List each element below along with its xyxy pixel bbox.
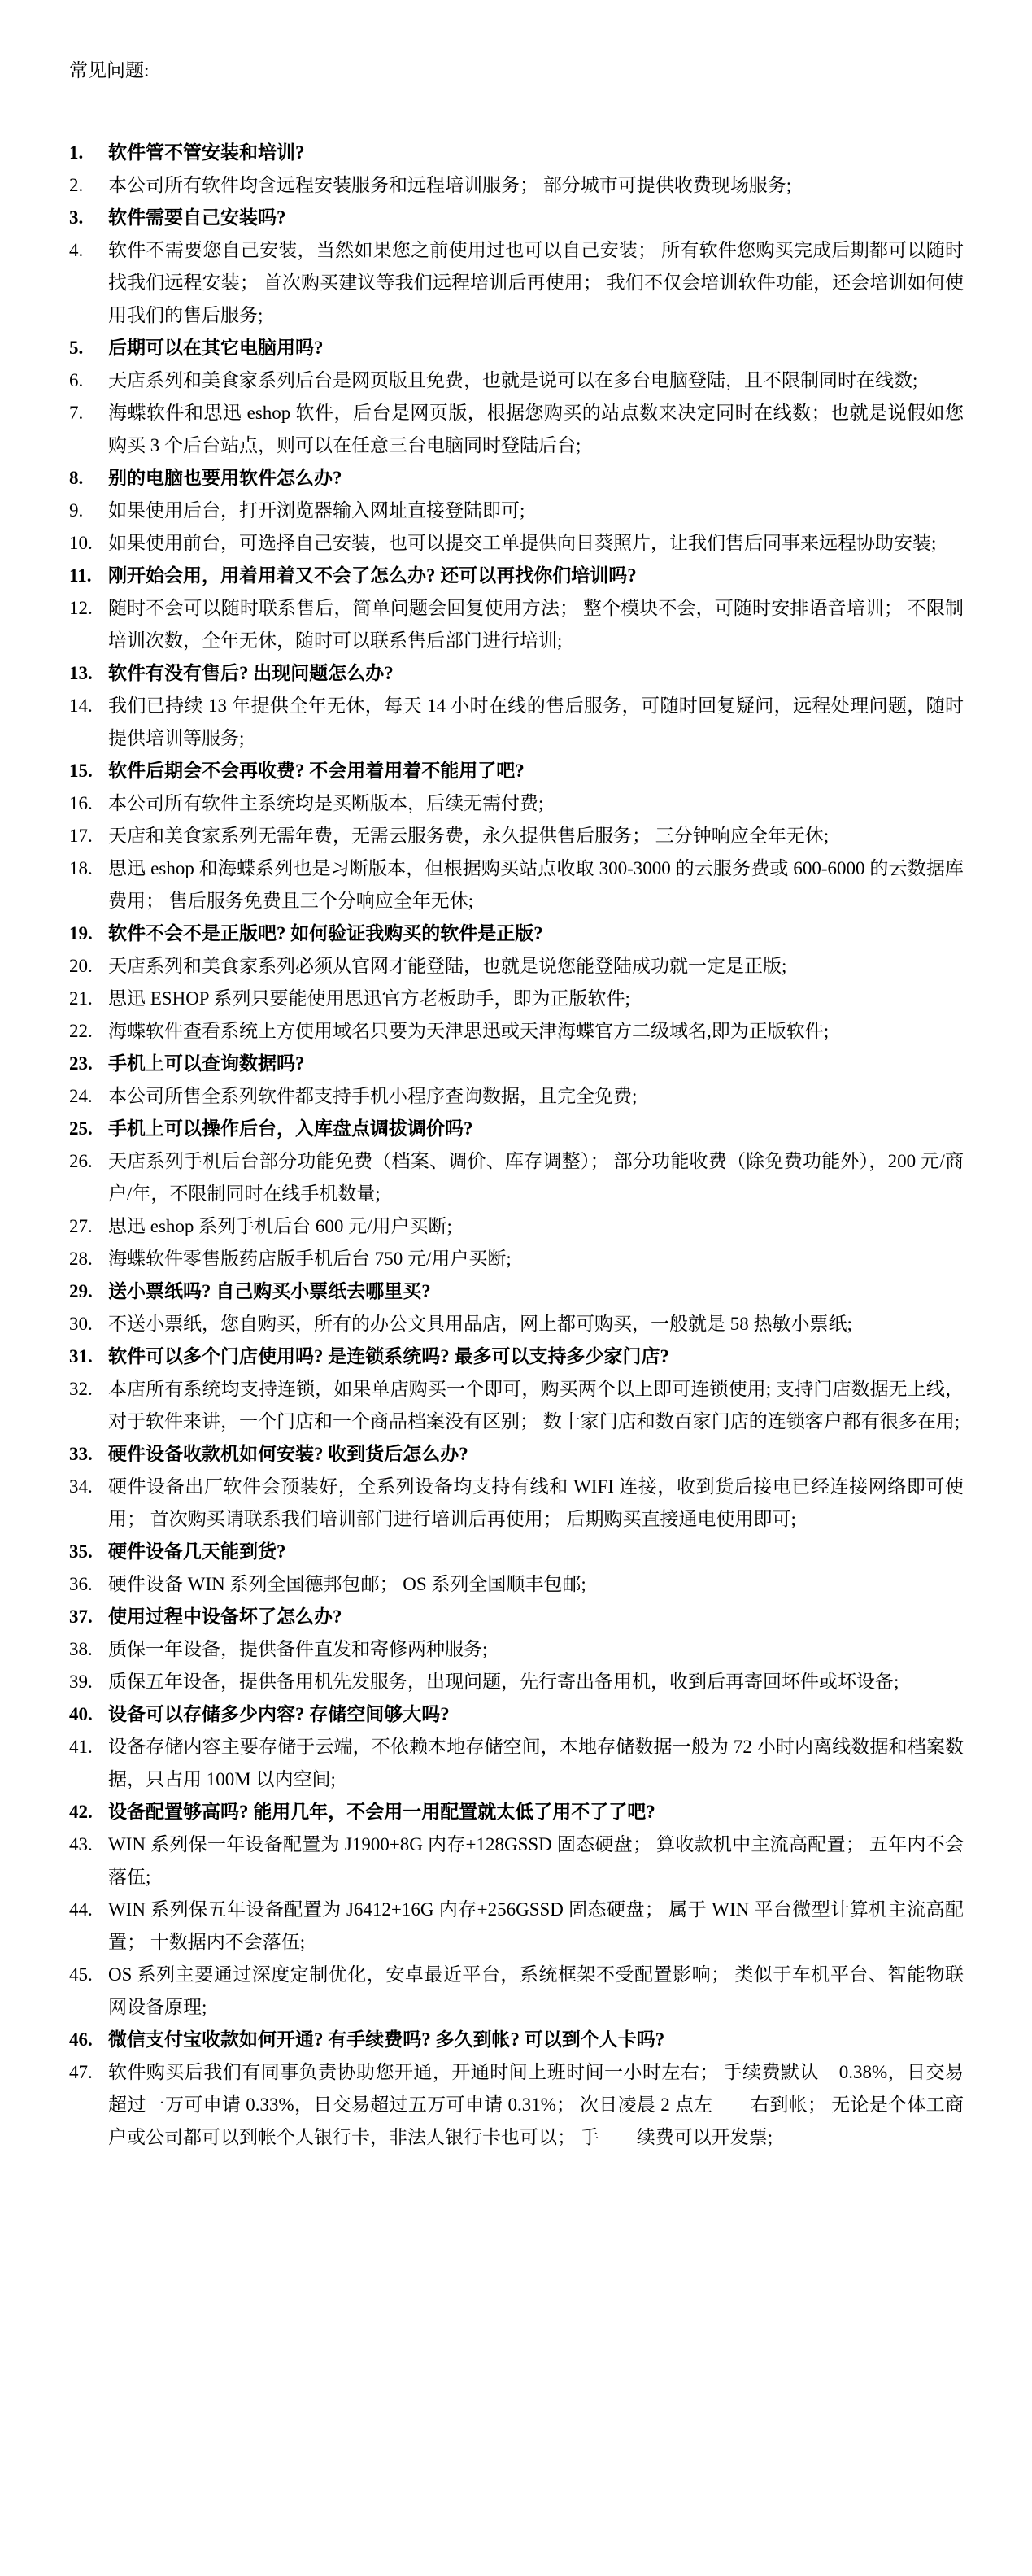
item-number: 27. — [69, 1216, 93, 1236]
item-number: 23. — [69, 1053, 93, 1074]
item-number: 41. — [69, 1737, 93, 1757]
item-number: 12. — [69, 598, 93, 618]
question-text: 软件有没有售后? 出现问题怎么办? — [108, 663, 394, 683]
item-number: 20. — [69, 956, 93, 976]
faq-answer-item — [69, 1666, 964, 1698]
faq-question-item — [69, 1340, 964, 1373]
item-number: 4. — [69, 240, 84, 260]
item-number: 19. — [69, 923, 93, 944]
answer-text: 天店系列和美食家系列后台是网页版且免费，也就是说可以在多台电脑登陆，且不限制同时在线数; — [108, 370, 918, 390]
item-number: 24. — [69, 1086, 93, 1106]
question-text: 软件需要自己安装吗? — [108, 207, 286, 228]
item-number: 44. — [69, 1899, 93, 1920]
faq-question-item — [69, 1113, 964, 1145]
item-number: 29. — [69, 1281, 93, 1301]
answer-text: 质保五年设备，提供备用机先发服务，出现问题，先行寄出备用机，收到后再寄回坏件或坏设备; — [108, 1672, 899, 1692]
answer-text: 海蝶软件零售版药店版手机后台 750 元/用户买断; — [108, 1249, 512, 1269]
item-number: 32. — [69, 1379, 93, 1399]
question-text: 硬件设备几天能到货? — [108, 1541, 286, 1562]
faq-answer-item — [69, 169, 964, 202]
faq-question-item — [69, 1048, 964, 1080]
question-text: 软件不会不是正版吧? 如何验证我购买的软件是正版? — [108, 923, 543, 944]
faq-question-item — [69, 137, 964, 169]
faq-answer-item — [69, 1731, 964, 1796]
faq-answer-item — [69, 690, 964, 755]
faq-question-item — [69, 918, 964, 950]
answer-text: 软件不需要您自己安装，当然如果您之前使用过也可以自己安装； 所有软件您购买完成后期都可以随时找我们远程安装； 首次购买建议等我们远程培训后再使用； 我们不仅会培训软件功能，还会培训如何使用我们的售后服务; — [108, 240, 964, 325]
question-text: 后期可以在其它电脑用吗? — [108, 338, 324, 358]
question-text: 刚开始会用，用着用着又不会了怎么办? 还可以再找你们培训吗? — [108, 565, 637, 586]
question-text: 设备配置够高吗? 能用几年，不会用一用配置就太低了用不了了吧? — [108, 1802, 655, 1822]
item-number: 5. — [69, 338, 84, 358]
page-title: 常见问题: — [69, 60, 150, 81]
item-number: 43. — [69, 1834, 93, 1855]
answer-text: 思迅 ESHOP 系列只要能使用思迅官方老板助手，即为正版软件; — [108, 988, 630, 1009]
faq-question-item — [69, 2024, 964, 2056]
answer-text: 质保一年设备，提供备件直发和寄修两种服务; — [108, 1639, 488, 1659]
faq-answer-item — [69, 1373, 964, 1438]
faq-answer-item — [69, 495, 964, 527]
answer-text: 如果使用后台，打开浏览器输入网址直接登陆即可; — [108, 500, 525, 521]
answer-text: 如果使用前台，可选择自己安装，也可以提交工单提供向日葵照片，让我们售后同事来远程协助安装; — [108, 533, 937, 553]
item-number: 13. — [69, 663, 93, 683]
item-number: 39. — [69, 1672, 93, 1692]
answer-text: 硬件设备 WIN 系列全国德邦包邮； OS 系列全国顺丰包邮; — [108, 1574, 586, 1594]
faq-answer-item — [69, 1145, 964, 1210]
answer-text: OS 系列主要通过深度定制优化，安卓最近平台，系统框架不受配置影响； 类似于车机平台、智能物联网设备原理; — [108, 1964, 964, 2017]
answer-text: WIN 系列保一年设备配置为 J1900+8G 内存+128GSSD 固态硬盘； 算收款机中主流高配置； 五年内不会落伍; — [108, 1834, 964, 1887]
answer-text: 天店系列手机后台部分功能免费（档案、调价、库存调整）； 部分功能收费（除免费功能外），200 元/商户/年，不限制同时在线手机数量; — [108, 1151, 964, 1204]
answer-text: 本公司所有软件主系统均是买断版本，后续无需付费; — [108, 793, 544, 813]
item-number: 33. — [69, 1444, 93, 1464]
answer-text: 思迅 eshop 和海蝶系列也是习断版本，但根据购买站点收取 300-3000 的云服务费或 600-6000 的云数据库费用； 售后服务免费且三个分响应全年无休; — [108, 858, 964, 911]
faq-question-item — [69, 462, 964, 495]
faq-question-item — [69, 202, 964, 234]
faq-answer-item — [69, 1894, 964, 1959]
item-number: 18. — [69, 858, 93, 878]
item-number: 26. — [69, 1151, 93, 1171]
item-number: 11. — [69, 565, 92, 586]
faq-answer-item — [69, 1080, 964, 1113]
answer-text: 海蝶软件查看系统上方使用域名只要为天津思迅或天津海蝶官方二级域名,即为正版软件; — [108, 1021, 830, 1041]
faq-answer-item — [69, 234, 964, 332]
faq-answer-item — [69, 787, 964, 820]
item-number: 36. — [69, 1574, 93, 1594]
faq-answer-item — [69, 364, 964, 397]
faq-answer-item — [69, 1959, 964, 2024]
faq-answer-item — [69, 983, 964, 1015]
item-number: 25. — [69, 1118, 93, 1139]
answer-text: 天店和美食家系列无需年费，无需云服务费，永久提供售后服务； 三分钟响应全年无休; — [108, 826, 830, 846]
item-number: 2. — [69, 175, 84, 195]
faq-question-item — [69, 755, 964, 787]
faq-answer-item — [69, 1308, 964, 1340]
question-text: 硬件设备收款机如何安装? 收到货后怎么办? — [108, 1444, 468, 1464]
item-number: 28. — [69, 1249, 93, 1269]
answer-text: 思迅 eshop 系列手机后台 600 元/用户买断; — [108, 1216, 452, 1236]
faq-answer-item — [69, 1568, 964, 1601]
item-number: 45. — [69, 1964, 93, 1985]
item-number: 17. — [69, 826, 93, 846]
faq-answer-item — [69, 820, 964, 852]
answer-text: 本公司所有软件均含远程安装服务和远程培训服务； 部分城市可提供收费现场服务; — [108, 175, 792, 195]
faq-question-item — [69, 560, 964, 592]
faq-question-item — [69, 1796, 964, 1828]
item-number: 46. — [69, 2029, 93, 2050]
answer-text: WIN 系列保五年设备配置为 J6412+16G 内存+256GSSD 固态硬盘； 属于 WIN 平台微型计算机主流高配置； 十数据内不会落伍; — [108, 1899, 964, 1952]
item-number: 21. — [69, 988, 93, 1009]
question-text: 别的电脑也要用软件怎么办? — [108, 468, 342, 488]
faq-answer-item — [69, 2056, 964, 2154]
question-text: 使用过程中设备坏了怎么办? — [108, 1606, 342, 1627]
faq-answer-item — [69, 852, 964, 918]
faq-answer-item — [69, 1828, 964, 1894]
item-number: 40. — [69, 1704, 93, 1724]
faq-list — [69, 137, 964, 2154]
faq-question-item — [69, 332, 964, 364]
item-number: 16. — [69, 793, 93, 813]
item-number: 38. — [69, 1639, 93, 1659]
answer-text: 海蝶软件和思迅 eshop 软件，后台是网页版，根据您购买的站点数来决定同时在线数；也就是说假如您购买 3 个后台站点，则可以在任意三台电脑同时登陆后台; — [108, 403, 964, 455]
faq-answer-item — [69, 1243, 964, 1275]
item-number: 7. — [69, 403, 84, 423]
faq-question-item — [69, 1698, 964, 1731]
faq-answer-item — [69, 1210, 964, 1243]
faq-answer-item — [69, 1633, 964, 1666]
item-number: 6. — [69, 370, 84, 390]
faq-answer-item — [69, 1471, 964, 1536]
item-number: 34. — [69, 1476, 93, 1497]
faq-answer-item — [69, 592, 964, 657]
faq-answer-item — [69, 397, 964, 462]
faq-question-item — [69, 1601, 964, 1633]
item-number: 35. — [69, 1541, 93, 1562]
answer-text: 我们已持续 13 年提供全年无休，每天 14 小时在线的售后服务，可随时回复疑问，远程处理问题，随时提供培训等服务; — [108, 695, 964, 748]
item-number: 1. — [69, 142, 84, 163]
item-number: 47. — [69, 2062, 93, 2082]
question-text: 软件可以多个门店使用吗? 是连锁系统吗? 最多可以支持多少家门店? — [108, 1346, 669, 1366]
item-number: 8. — [69, 468, 84, 488]
faq-answer-item — [69, 950, 964, 983]
answer-text: 随时不会可以随时联系售后，简单问题会回复使用方法； 整个模块不会，可随时安排语音培训； 不限制培训次数，全年无休，随时可以联系售后部门进行培训; — [108, 598, 964, 651]
answer-text: 硬件设备出厂软件会预装好，全系列设备均支持有线和 WIFI 连接，收到货后接电已经连接网络即可使用； 首次购买请联系我们培训部门进行培训后再使用； 后期购买直接通电使用即可; — [108, 1476, 964, 1529]
question-text: 设备可以存储多少内容? 存储空间够大吗? — [108, 1704, 450, 1724]
item-number: 14. — [69, 695, 93, 716]
item-number: 15. — [69, 761, 93, 781]
answer-text: 软件购买后我们有同事负责协助您开通，开通时间上班时间一小时左右； 手续费默认 0.38%，日交易超过一万可申请 0.33%，日交易超过五万可申请 0.31%； 次日凌晨 2 点左 右到帐； 无论是个体工商户或公司都可以到帐个人银行卡，非法人银行卡也可以； 手 续费可以开发票; — [108, 2062, 964, 2147]
faq-answer-item — [69, 1015, 964, 1048]
item-number: 31. — [69, 1346, 93, 1366]
answer-text: 本公司所售全系列软件都支持手机小程序查询数据，且完全免费; — [108, 1086, 638, 1106]
question-text: 微信支付宝收款如何开通? 有手续费吗? 多久到帐? 可以到个人卡吗? — [108, 2029, 665, 2050]
faq-answer-item — [69, 527, 964, 560]
question-text: 送小票纸吗? 自己购买小票纸去哪里买? — [108, 1281, 431, 1301]
question-text: 手机上可以操作后台，入库盘点调拔调价吗? — [108, 1118, 473, 1139]
answer-text: 设备存储内容主要存储于云端，不依赖本地存储空间，本地存储数据一般为 72 小时内离线数据和档案数据，只占用 100M 以内空间; — [108, 1737, 964, 1789]
item-number: 3. — [69, 207, 84, 228]
answer-text: 本店所有系统均支持连锁，如果单店购买一个即可，购买两个以上即可连锁使用; 支持门店数据无上线，对于软件来讲，一个门店和一个商品档案没有区别； 数十家门店和数百家门店的连锁客户都有很多在用; — [108, 1379, 964, 1432]
item-number: 9. — [69, 500, 84, 521]
answer-text: 天店系列和美食家系列必须从官网才能登陆，也就是说您能登陆成功就一定是正版; — [108, 956, 787, 976]
item-number: 10. — [69, 533, 93, 553]
faq-question-item — [69, 1536, 964, 1568]
answer-text: 不送小票纸，您自购买，所有的办公文具用品店，网上都可购买，一般就是 58 热敏小票纸; — [108, 1314, 852, 1334]
faq-question-item — [69, 657, 964, 690]
item-number: 37. — [69, 1606, 93, 1627]
item-number: 30. — [69, 1314, 93, 1334]
question-text: 软件管不管安装和培训? — [108, 142, 305, 163]
faq-question-item — [69, 1438, 964, 1471]
faq-question-item — [69, 1275, 964, 1308]
item-number: 22. — [69, 1021, 93, 1041]
question-text: 手机上可以查询数据吗? — [108, 1053, 305, 1074]
item-number: 42. — [69, 1802, 93, 1822]
question-text: 软件后期会不会再收费? 不会用着用着不能用了吧? — [108, 761, 525, 781]
